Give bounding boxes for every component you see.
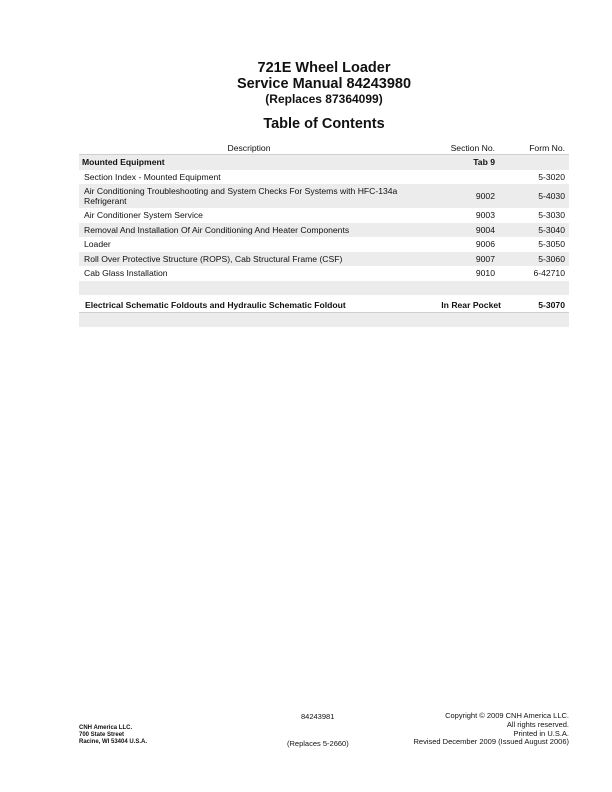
row-description: Roll Over Protective Structure (ROPS), Cab Structural Frame (CSF): [84, 253, 343, 264]
rights-line: All rights reserved.: [506, 719, 569, 729]
toc-row: [79, 208, 569, 223]
copyright-block: [413, 712, 569, 747]
toc-table: [79, 141, 569, 327]
row-form: 6-42710: [533, 268, 565, 279]
toc-row: [79, 266, 569, 281]
foldout-form: 5-3070: [538, 299, 565, 310]
col-section-header: Section No.: [450, 142, 495, 153]
section-header-description: Mounted Equipment: [82, 157, 165, 168]
row-description: Cab Glass Installation: [84, 268, 168, 279]
row-form: 5-4030: [538, 191, 565, 201]
title-line-2: Service Manual 84243980: [236, 76, 412, 92]
doc-number: 84243981: [301, 712, 335, 721]
page-footer: [79, 706, 569, 756]
row-description: Section Index - Mounted Equipment: [84, 171, 221, 182]
row-section: 9004: [475, 224, 495, 235]
row-form: 5-3030: [538, 210, 565, 221]
toc-title: Table of Contents: [263, 116, 385, 132]
toc-row: [79, 184, 569, 208]
foldout-description: Electrical Schematic Foldouts and Hydraulic Schematic Foldout: [85, 299, 346, 310]
toc-spacer-row: [79, 281, 569, 295]
toc-row: [79, 252, 569, 267]
revised-line: Revised December 2009 (Issued August 2006): [413, 737, 569, 747]
doc-replaces: (Replaces 5-2660): [287, 739, 349, 748]
row-description: Removal And Installation Of Air Conditioning And Heater Components: [84, 224, 350, 235]
row-description: Loader: [84, 239, 111, 250]
foldout-section: In Rear Pocket: [441, 299, 501, 310]
toc-row: [79, 223, 569, 238]
company-name: CNH America LLC.: [79, 725, 133, 731]
row-section: 9007: [475, 253, 495, 264]
row-section: 9006: [475, 239, 495, 250]
section-header-tab: Tab 9: [473, 157, 495, 168]
toc-spacer-row: [79, 312, 569, 327]
row-form: 5-3050: [538, 239, 565, 250]
toc-column-headers: [79, 141, 569, 155]
copyright-line: Copyright © 2009 CNH America LLC.: [445, 711, 569, 720]
row-section: 9003: [475, 210, 495, 221]
row-description: Air Conditioner System Service: [84, 210, 203, 221]
row-form: 5-3040: [538, 224, 565, 235]
toc-foldout-row: [79, 298, 569, 312]
title-line-3: (Replaces 87364099): [265, 92, 383, 106]
company-city: Racine, WI 53404 U.S.A.: [79, 739, 148, 745]
row-form: 5-3060: [538, 253, 565, 264]
title-line-1: 721E Wheel Loader: [257, 60, 391, 76]
row-description: Air Conditioning Troubleshooting and System Checks For Systems with HFC-134a Refrigerant: [84, 186, 398, 206]
toc-row: [79, 237, 569, 252]
col-form-header: Form No.: [529, 142, 565, 153]
printed-line: Printed in U.S.A.: [513, 728, 569, 738]
row-section: 9002: [475, 191, 495, 201]
col-description-header: Description: [227, 142, 271, 153]
toc-row: [79, 170, 569, 185]
document-header: [0, 60, 612, 107]
row-section: 9010: [475, 268, 495, 279]
company-street: 700 State Street: [79, 732, 125, 738]
row-form: 5-3020: [538, 171, 565, 182]
toc-section-header-row: [79, 155, 569, 170]
company-address: [79, 725, 147, 746]
